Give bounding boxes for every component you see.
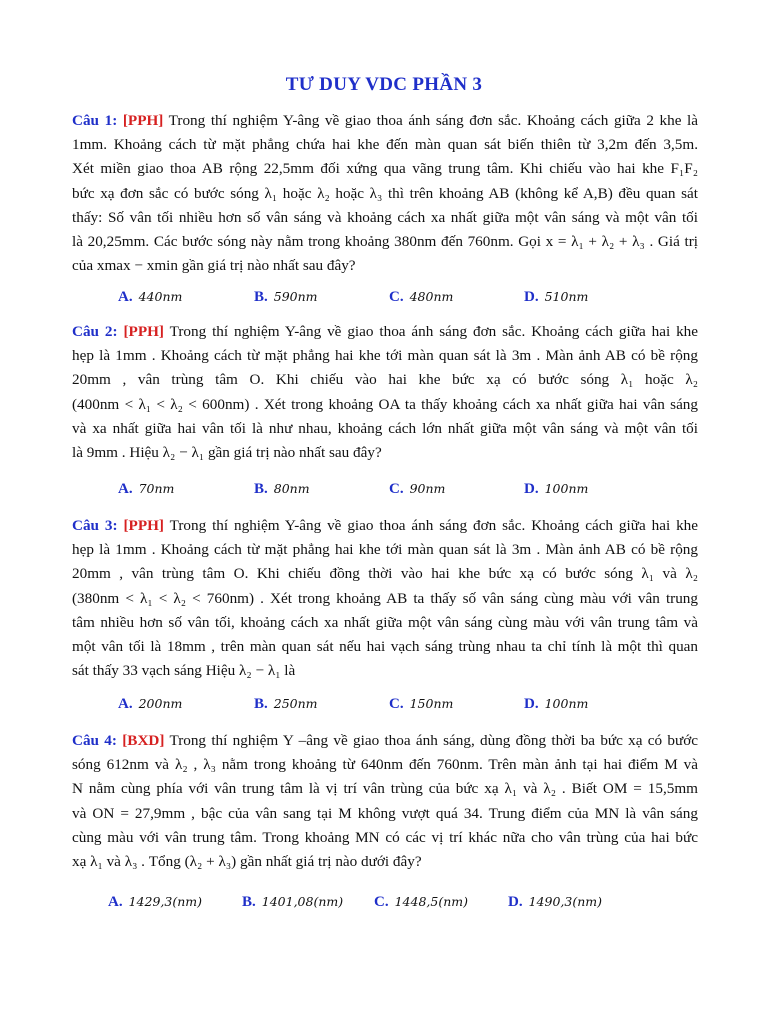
question-line: là 20,25mm. Các bước sóng này nằm trong khoảng 380nm đến 760nm. Gọi x = λ₁ + λ₂ + λ₃ . Giá trị xyxy=(72,233,698,251)
question-line: là 9mm . Hiệu λ₂ − λ₁ gần giá trị nào nhất sau đây? xyxy=(72,444,382,462)
question-line: và xa nhất giữa hai vân tối là như nhau, khoảng cách lớn nhất giữa một vân sáng và một vân tối xyxy=(72,419,698,437)
answer-option-b[interactable]: B. 80nm xyxy=(254,481,310,497)
page-title: TƯ DUY VDC PHẦN 3 xyxy=(285,74,483,95)
answer-option-d[interactable]: D. 1490,3(nm) xyxy=(508,894,602,910)
question-2 xyxy=(72,320,698,465)
question-label: Câu 2: xyxy=(72,323,118,340)
question-line: và ON = 27,9mm , bậc của vân sang tại M không vượt quá 34. Trung điểm của MN là vân sáng xyxy=(72,804,698,822)
question-line: 1mm. Khoảng cách từ mặt phẳng chứa hai khe đến màn quan sát biến thiên từ 3,2m đến 3,5m. xyxy=(72,136,698,154)
answer-option-a[interactable]: A. 440nm xyxy=(118,289,183,305)
answer-option-c[interactable]: C. 480nm xyxy=(389,289,454,305)
answer-option-b[interactable]: B. 250nm xyxy=(254,696,318,712)
question-line: hẹp là 1mm . Khoảng cách từ mặt phẳng hai khe tới màn quan sát là 3m . Màn ảnh AB có bề rộng xyxy=(72,541,698,559)
question-line: của xmax − xmin gần giá trị nào nhất sau đây? xyxy=(72,257,356,275)
question-line: sát thấy 33 vạch sáng Hiệu λ₂ − λ₁ là xyxy=(72,662,296,680)
question-line: xạ λ₁ và λ₃ . Tổng (λ₂ + λ₃) gần nhất giá trị nào dưới đây? xyxy=(72,853,422,871)
question-4 xyxy=(72,729,698,874)
answer-option-c[interactable]: C. 1448,5(nm) xyxy=(374,894,468,910)
question-source-tag: [PPH] xyxy=(123,323,164,340)
question-line: (380nm < λ₁ < λ₂ < 760nm) . Xét trong khoảng AB ta thấy số vân sáng cùng màu với vân trung xyxy=(72,589,698,607)
question-line: Câu 4: [BXD] Trong thí nghiệm Y –âng về giao thoa ánh sáng, dùng đồng thời ba bức xạ có bước xyxy=(72,732,699,749)
question-source-tag: [PPH] xyxy=(123,517,164,534)
question-3 xyxy=(72,514,698,683)
question-line: Xét miền giao thoa AB rộng 22,5mm đối xứng qua vãng trung tâm. Khi chiếu vào hai khe F₁F₂ xyxy=(72,160,698,178)
answer-option-c[interactable]: C. 150nm xyxy=(389,696,454,712)
question-line: Câu 2: [PPH] Trong thí nghiệm Y-âng về giao thoa ánh sáng đơn sắc. Khoảng cách giữa hai khe xyxy=(72,323,699,340)
question-label: Câu 4: xyxy=(72,732,117,749)
question-1 xyxy=(72,109,698,278)
question-line: N nằm cùng phía với vân trung tâm là vị trí vân trùng của bức xạ λ₁ và λ₂ . Biết OM = 15,5mm xyxy=(72,780,698,798)
question-line: Câu 1: [PPH] Trong thí nghiệm Y-âng về giao thoa ánh sáng đơn sắc. Khoảng cách giữa 2 khe là xyxy=(72,112,698,129)
answer-option-b[interactable]: B. 1401,08(nm) xyxy=(242,894,344,910)
answer-option-c[interactable]: C. 90nm xyxy=(389,481,446,497)
question-line: 20mm , vân trùng tâm O. Khi chiếu vào hai khe bức xạ có bước sóng λ₁ hoặc λ₂ xyxy=(72,371,698,389)
answer-option-d[interactable]: D. 100nm xyxy=(524,696,589,712)
answer-option-b[interactable]: B. 590nm xyxy=(254,289,318,305)
question-line: cùng màu với vân trung tâm. Trong khoảng MN có các vị trí khác nữa cho vân trùng của hai bức xyxy=(72,828,698,846)
question-line: hẹp là 1mm . Khoảng cách từ mặt phẳng hai khe tới màn quan sát là 3m . Màn ảnh AB có bề rộng xyxy=(72,347,698,365)
question-line: (400nm < λ₁ < λ₂ < 600nm) . Xét trong khoảng OA ta thấy khoảng cách xa nhất giữa hai vân sáng xyxy=(72,395,698,413)
question-line: một vân tối là 18mm , trên màn quan sát nếu hai vạch sáng trùng nhau ta chỉ tính là một thì quan xyxy=(72,638,698,656)
answer-option-a[interactable]: A. 1429,3(nm) xyxy=(108,894,202,910)
question-line: Câu 3: [PPH] Trong thí nghiệm Y-âng về giao thoa ánh sáng đơn sắc. Khoảng cách giữa hai khe xyxy=(72,517,699,534)
question-line: thấy: Số vân tối nhiều hơn số vân sáng và khoảng cách xa nhất giữa một vân sáng và một vân tối xyxy=(72,208,698,226)
question-line: tâm nhiều hơn số vân tối, khoảng cách xa nhất giữa một vân sáng cùng màu với vân trung tâm và xyxy=(72,613,698,631)
answer-option-d[interactable]: D. 510nm xyxy=(524,289,589,305)
question-line: sóng 612nm và λ₂ , λ₃ nằm trong khoảng từ 640nm đến 760nm. Trên màn ảnh tại hai điểm M và xyxy=(72,756,698,774)
question-source-tag: [BXD] xyxy=(122,732,165,749)
question-source-tag: [PPH] xyxy=(122,112,164,129)
question-line: bức xạ đơn sắc có bước sóng λ₁ hoặc λ₂ hoặc λ₃ thì trên khoảng AB (không kể A,B) đều quan sát xyxy=(72,184,698,202)
question-label: Câu 3: xyxy=(72,517,118,534)
question-line: 20mm , vân trùng tâm O. Khi chiếu đồng thời vào hai khe bức xạ có bước sóng λ₁ và λ₂ xyxy=(72,565,698,583)
answer-option-a[interactable]: A. 70nm xyxy=(118,481,175,497)
answer-option-d[interactable]: D. 100nm xyxy=(524,481,589,497)
answer-option-a[interactable]: A. 200nm xyxy=(118,696,183,712)
question-label: Câu 1: xyxy=(72,112,118,129)
